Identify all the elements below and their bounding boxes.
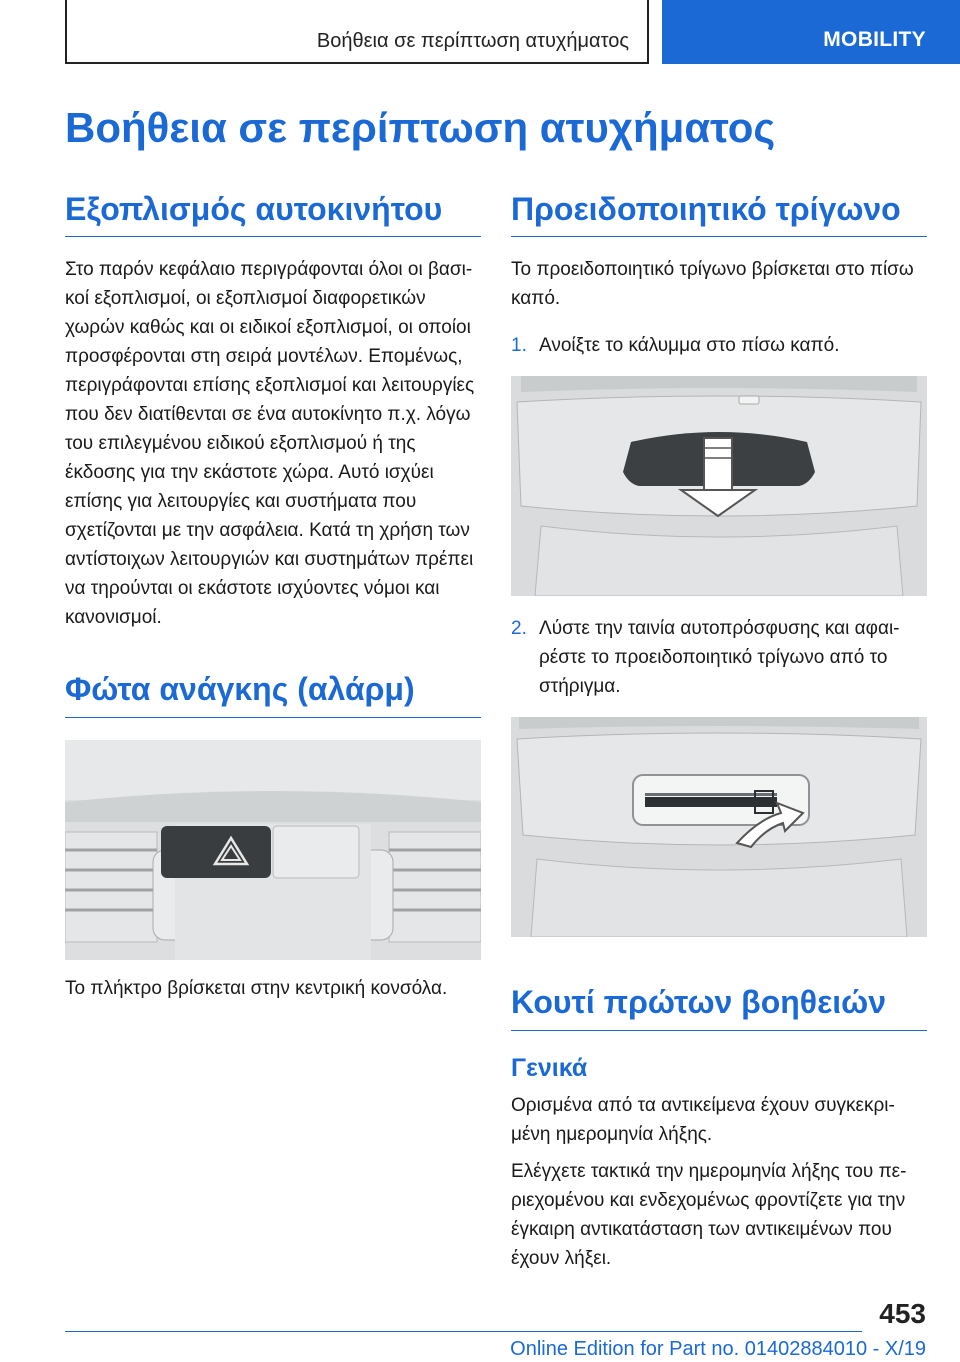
triangle-removal-illustration	[511, 717, 927, 937]
general-heading: Γενικά	[511, 1053, 588, 1082]
step-1	[511, 331, 927, 360]
triangle-text: Το προειδοποιητικό τρίγωνο βρίσκεται στο πίσω καπό.	[511, 259, 914, 310]
header-section-title: Βοήθεια σε περίπτωση ατυχήματος	[316, 30, 629, 52]
step-2-number: 2.	[511, 618, 527, 640]
step-1-number: 1.	[511, 335, 527, 357]
trunk-cover-image	[511, 376, 927, 596]
trunk-lid-cover-illustration	[511, 376, 927, 596]
footer-divider	[65, 1331, 862, 1332]
hazard-heading: Φώτα ανάγκης (αλάρμ)	[65, 670, 481, 717]
general-text-2: Ελέγχετε τακτικά την ημερομηνία λήξης του περιεχομένου και ενδεχομένως φροντίζετε για την έγκαιρη αντικατάσταση των αντικειμένων που έχουν λήξει.	[511, 1160, 907, 1269]
firstaid-heading: Κουτί πρώτων βοηθειών	[511, 983, 927, 1030]
hazard-caption: Το πλήκτρο βρίσκεται στην κεντρική κονσόλα.	[65, 977, 448, 999]
page-number: 453	[879, 1298, 926, 1329]
hazard-button-image	[65, 740, 481, 960]
left-column	[65, 190, 481, 1003]
header-tab-label: MOBILITY	[823, 28, 926, 51]
right-column	[511, 190, 927, 1273]
step-1-text: Ανοίξτε το κάλυμμα στο πίσω καπό.	[539, 335, 840, 357]
general-text-1: Ορισμένα από τα αντικείμενα έχουν συγκεκριμένη ημερομηνία λήξης.	[511, 1094, 895, 1145]
step-2	[511, 614, 927, 701]
header-frame	[65, 0, 649, 64]
edition-info: Online Edition for Part no. 01402884010 - X/19	[510, 1338, 926, 1360]
equipment-heading: Εξοπλισμός αυτοκινήτου	[65, 190, 481, 237]
triangle-heading: Προειδοποιητικό τρίγωνο	[511, 190, 927, 237]
page-title: Βοήθεια σε περίπτωση ατυχήματος	[65, 104, 776, 151]
equipment-text: Στο παρόν κεφάλαιο περιγράφονται όλοι οι βασικοί εξοπλισμοί, οι εξοπλισμοί διαφορετικών χωρών καθώς και οι ειδικοί εξοπλισμοί, οι οποίοι προσφέρονται στη σειρά μοντέλων. Επομένως, περιγράφονται επίσης εξοπλισμοί και λειτουργίες που δεν διατίθενται σε ένα αυτοκίνητο π.χ. λόγω του επιλεγμένου ειδικού εξοπλισμού ή της έκδοσης για την εκάστοτε χώρα. Αυτό ισχύει επίσης για λειτουργίες και συστήματα που σχετίζονται με την ασφάλεια. Κατά τη χρήση των αντίστοιχων λειτουργιών και συστημάτων πρέπει να τηρούνται οι εκάστοτε ισχύοντες νόμοι και κανονισμοί.	[65, 259, 475, 629]
header-tab-mobility[interactable]	[662, 0, 960, 64]
step-2-text: Λύστε την ταινία αυτοπρόσφυσης και αφαιρέστε το προειδοποιητικό τρίγωνο από το στήριγμα.	[539, 618, 900, 698]
warning-triangle-removal-image	[511, 717, 927, 937]
center-console-illustration	[65, 740, 481, 960]
